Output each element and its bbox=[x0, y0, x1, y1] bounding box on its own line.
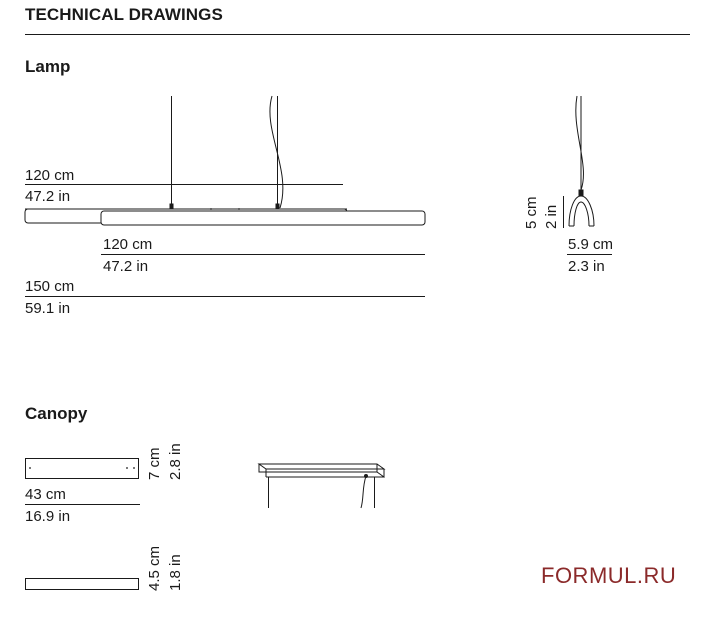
lamp-cable-anchor-right bbox=[276, 204, 279, 209]
side-profile-outer bbox=[569, 196, 594, 226]
dim-lamp-mid-in: 47.2 in bbox=[103, 258, 149, 275]
dim-canopy-length-cm: 43 cm bbox=[25, 486, 66, 503]
dim-canopy-side-height-in: 1.8 in bbox=[167, 554, 184, 591]
canopy-side-body bbox=[26, 579, 139, 590]
dim-canopy-side-height-cm: 4.5 cm bbox=[146, 545, 163, 591]
canopy-top-body bbox=[26, 459, 139, 479]
canopy-power-cord bbox=[361, 476, 366, 508]
lamp-power-cord bbox=[270, 96, 283, 208]
dim-side-height-in: 2 in bbox=[543, 204, 560, 229]
watermark: FORMUL.RU bbox=[541, 563, 677, 588]
canopy-side-view bbox=[26, 579, 139, 590]
canopy-perspective bbox=[259, 464, 384, 508]
dim-side-width-cm: 5.9 cm bbox=[568, 236, 614, 253]
dim-lamp-total-in: 59.1 in bbox=[25, 300, 71, 317]
dim-side-width-in: 2.3 in bbox=[568, 258, 605, 275]
lamp-front-view bbox=[25, 96, 425, 297]
page-title: TECHNICAL DRAWINGS bbox=[25, 5, 223, 24]
side-power-cord bbox=[576, 96, 584, 190]
dim-lamp-top-in: 47.2 in bbox=[25, 188, 71, 205]
dim-canopy-top-height-in: 2.8 in bbox=[167, 443, 184, 480]
dim-lamp-total-cm: 150 cm bbox=[25, 278, 75, 295]
dim-canopy-length-in: 16.9 in bbox=[25, 508, 71, 525]
dim-side-height-cm: 5 cm bbox=[523, 196, 540, 229]
lamp-heading: Lamp bbox=[25, 57, 71, 76]
dim-lamp-mid-cm: 120 cm bbox=[103, 236, 153, 253]
canopy-heading: Canopy bbox=[25, 404, 88, 423]
side-profile-inner bbox=[574, 202, 589, 226]
canopy-perspective-top bbox=[259, 464, 384, 469]
lamp-cable-anchor-left bbox=[170, 204, 173, 209]
lamp-body-front bbox=[101, 211, 425, 225]
lamp-side-view bbox=[564, 96, 613, 255]
dim-lamp-top-cm: 120 cm bbox=[25, 167, 75, 184]
dim-canopy-top-height-cm: 7 cm bbox=[146, 447, 163, 480]
